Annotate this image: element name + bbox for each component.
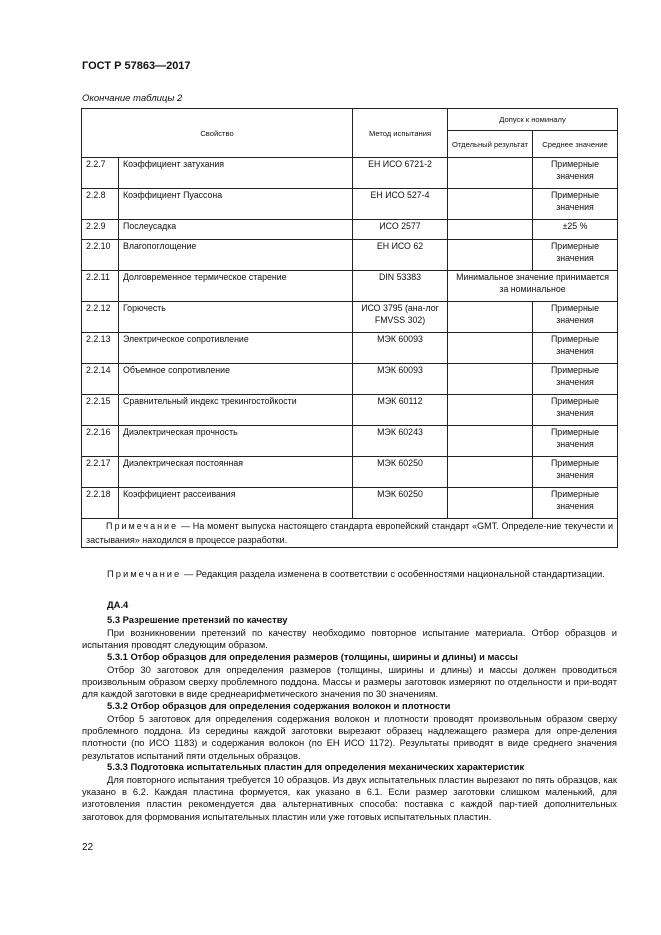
row-property: Послеусадка <box>119 220 353 240</box>
column-header-individual: Отдельный результат <box>448 131 533 158</box>
row-property: Диэлектрическая постоянная <box>119 457 353 488</box>
row-individual <box>448 189 533 220</box>
table-row <box>82 364 618 395</box>
row-average: Примерные значения <box>533 302 618 333</box>
row-method: ЕН ИСО 527-4 <box>353 189 448 220</box>
section-532-heading: 5.3.2 Отбор образцов для определения содержания волокон и плотности <box>107 700 451 711</box>
row-property: Электрическое сопротивление <box>119 333 353 364</box>
table-row <box>82 189 618 220</box>
row-number: 2.2.12 <box>82 302 119 333</box>
table-row <box>82 395 618 426</box>
row-method: ИСО 2577 <box>353 220 448 240</box>
row-number: 2.2.13 <box>82 333 119 364</box>
row-individual <box>448 457 533 488</box>
row-individual <box>448 426 533 457</box>
row-average: Примерные значения <box>533 158 618 189</box>
row-method: ИСО 3795 (ана-лог FMVSS 302) <box>353 302 448 333</box>
row-average: Примерные значения <box>533 395 618 426</box>
table-note-label: Примечание <box>106 521 179 531</box>
section-533-heading: 5.3.3 Подготовка испытательных пластин для определения механических характеристик <box>107 761 525 772</box>
row-property: Коэффициент рассеивания <box>119 488 353 519</box>
row-number: 2.2.14 <box>82 364 119 395</box>
row-number: 2.2.18 <box>82 488 119 519</box>
row-average: Примерные значения <box>533 426 618 457</box>
row-average: Примерные значения <box>533 240 618 271</box>
column-header-method: Метод испытания <box>353 109 448 158</box>
row-property: Коэффициент затухания <box>119 158 353 189</box>
column-header-tolerance: Допуск к номиналу <box>448 109 618 131</box>
table-row <box>82 333 618 364</box>
table-row <box>82 426 618 457</box>
row-property: Объемное сопротивление <box>119 364 353 395</box>
row-individual <box>448 333 533 364</box>
row-property: Сравнительный индекс трекингостойкости <box>119 395 353 426</box>
table-row <box>82 457 618 488</box>
row-property: Диэлектрическая прочность <box>119 426 353 457</box>
column-header-average: Среднее значение <box>533 131 618 158</box>
row-average: Примерные значения <box>533 457 618 488</box>
table-row <box>82 271 618 302</box>
row-individual <box>448 395 533 426</box>
row-property: Влагопоглощение <box>119 240 353 271</box>
table-row <box>82 220 618 240</box>
section-53-text: При возникновении претензий по качеству необходимо повторное испытание материала. Отбор образцов и испытания проводят следующим образом. <box>82 627 617 651</box>
row-property: Горючесть <box>119 302 353 333</box>
row-method: ЕН ИСО 6721-2 <box>353 158 448 189</box>
section-531-heading: 5.3.1 Отбор образцов для определения размеров (толщины, ширины и длины) и массы <box>107 651 518 662</box>
row-number: 2.2.7 <box>82 158 119 189</box>
table-row <box>82 488 618 519</box>
section-533-text: Для повторного испытания требуется 10 образцов. Из двух испытательных пластин вырезают по пять образцов, как указано в 6.2. Каждая пластина формуется, как указано в 6.1. Если размер заготовки слишком маленький, для изготовления пластин рекомендуется два альтернативных способа: поставка с каждой пар-тией дополнительных заготовок для формования испытательных пластин или уже готовых испытательных пластин. <box>82 774 617 822</box>
table-note-row <box>82 519 618 548</box>
row-individual <box>448 220 533 240</box>
row-number: 2.2.17 <box>82 457 119 488</box>
row-individual <box>448 488 533 519</box>
row-average: Примерные значения <box>533 364 618 395</box>
row-average: Примерные значения <box>533 488 618 519</box>
table-caption: Окончание таблицы 2 <box>82 93 183 104</box>
annex-label: ДА.4 <box>107 599 129 610</box>
table-row <box>82 158 618 189</box>
row-method: DIN 53383 <box>353 271 448 302</box>
row-average: ±25 % <box>533 220 618 240</box>
remark-label: Примечание <box>107 568 182 579</box>
row-individual <box>448 158 533 189</box>
row-number: 2.2.8 <box>82 189 119 220</box>
table-row <box>82 240 618 271</box>
properties-table <box>81 108 618 548</box>
remark-text: — Редакция раздела изменена в соответствии с особенностями национальной стандартизации. <box>181 568 605 579</box>
row-method: МЭК 60250 <box>353 457 448 488</box>
row-individual <box>448 240 533 271</box>
table-note-text: — На момент выпуска настоящего стандарта европейский стандарт «GMT. Определе-ние текучести и застывания» находился в процессе разработки. <box>86 521 614 545</box>
row-number: 2.2.15 <box>82 395 119 426</box>
section-remark <box>82 568 617 580</box>
section-532-text: Отбор 5 заготовок для определения содержания волокон и плотности проводят произвольным образом сверху проблемного поддона. Из середины каждой заготовки вырезают образец надлежащего размера для опре-деления плотности (по ИСО 1183) и содержания волокон (по ЕН ИСО 1172). Результаты приводят в виде среднего значения результатов испытаний пяти отдельных образцов. <box>82 713 617 761</box>
row-individual <box>448 364 533 395</box>
page-number: 22 <box>82 842 94 853</box>
section-53-heading: 5.3 Разрешение претензий по качеству <box>107 614 288 625</box>
row-number: 2.2.11 <box>82 271 119 302</box>
row-tolerance-merged: Минимальное значение принимается за номинальное <box>448 271 618 302</box>
row-average: Примерные значения <box>533 189 618 220</box>
row-method: МЭК 60250 <box>353 488 448 519</box>
row-number: 2.2.9 <box>82 220 119 240</box>
column-header-property: Свойство <box>82 109 353 158</box>
row-method: ЕН ИСО 62 <box>353 240 448 271</box>
section-531-text: Отбор 30 заготовок для определения размеров (толщины, ширины и длины) и массы должен проводиться произвольным образом сверху проблемного поддона. Массы и размеры заготовок измеряют по отдельности и при-водят для каждой заготовки в виде среднеарифметического значения по 30 значениям. <box>82 664 617 700</box>
row-method: МЭК 60093 <box>353 364 448 395</box>
row-number: 2.2.16 <box>82 426 119 457</box>
row-average: Примерные значения <box>533 333 618 364</box>
row-property: Коэффициент Пуассона <box>119 189 353 220</box>
table-note <box>82 519 618 548</box>
document-id: ГОСТ Р 57863—2017 <box>82 60 191 72</box>
table-row <box>82 302 618 333</box>
row-method: МЭК 60112 <box>353 395 448 426</box>
row-method: МЭК 60243 <box>353 426 448 457</box>
row-number: 2.2.10 <box>82 240 119 271</box>
row-property: Долговременное термическое старение <box>119 271 353 302</box>
row-individual <box>448 302 533 333</box>
row-method: МЭК 60093 <box>353 333 448 364</box>
